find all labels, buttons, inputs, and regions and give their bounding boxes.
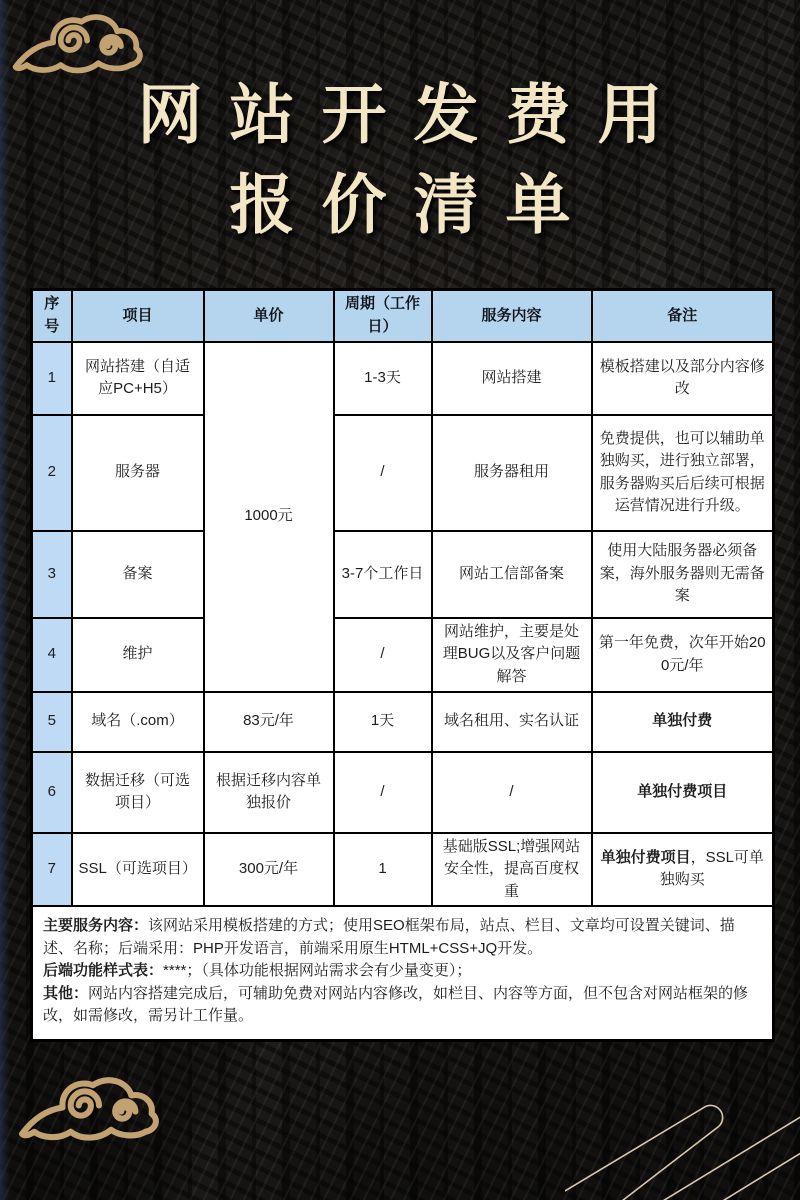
note-line <box>43 983 762 1028</box>
cell-service: 网站搭建 <box>432 342 592 415</box>
note-line <box>43 960 762 983</box>
note-line <box>43 915 762 960</box>
cell-note <box>592 692 774 752</box>
cell-note <box>592 618 774 692</box>
cell-index: 6 <box>32 752 72 833</box>
poster-title-line2: 报价清单 <box>229 168 598 241</box>
note-text: 使用大陆服务器必须备案，海外服务器则无需备案 <box>599 542 765 605</box>
cell-note <box>592 342 774 415</box>
cell-project: 域名（.com） <box>72 692 204 752</box>
note-body: ****；（具体功能根据网站需求会有少量变更）； <box>163 962 472 979</box>
note-body: 网站内容搭建完成后，可辅助免费对网站内容修改，如栏目、内容等方面，但不包含对网站框架的修改，如需修改，需另计工作量。 <box>43 984 749 1024</box>
cell-project: 维护 <box>72 618 204 692</box>
cell-service: / <box>432 752 592 833</box>
cell-unit-price: 300元/年 <box>204 833 334 907</box>
cell-project: 数据迁移（可选项目） <box>72 752 204 833</box>
cell-project: 备案 <box>72 531 204 618</box>
column-header-remark: 备注 <box>592 290 774 342</box>
cell-unit-price-merged: 1000元 <box>204 342 334 692</box>
note-text: 免费提供，也可以辅助单独购买，进行独立部署，服务器购买后后续可根据运营情况进行升级。 <box>599 429 765 514</box>
cloud-motif-top-icon <box>8 6 168 78</box>
cell-index: 7 <box>32 833 72 907</box>
note-label: 后端功能样式表： <box>43 962 164 979</box>
table-row <box>32 752 774 833</box>
note-label: 主要服务内容： <box>43 917 149 934</box>
table-row <box>32 415 774 531</box>
cell-period: / <box>334 618 432 692</box>
table-row <box>32 833 774 907</box>
cell-note <box>592 833 774 907</box>
cell-period: 1天 <box>334 692 432 752</box>
poster-title-line1: 网站开发费用 <box>137 78 690 151</box>
cell-index: 5 <box>32 692 72 752</box>
table-row <box>32 618 774 692</box>
note-text: 第一年免费，次年开始200元/年 <box>598 634 766 674</box>
cell-period: / <box>334 415 432 531</box>
pricing-table <box>30 288 775 1042</box>
note-body: 该网站采用模板搭建的方式；使用SEO框架布局，站点、栏目、文章均可设置关键词、描述、名称；后端采用：PHP开发语言，前端采用原生HTML+CSS+JQ开发。 <box>43 917 735 957</box>
note-label: 其他： <box>43 984 89 1002</box>
cell-unit-price: 根据迁移内容单独报价 <box>204 752 334 833</box>
cell-project: SSL（可选项目） <box>72 833 204 907</box>
cell-note <box>592 415 774 531</box>
table-row <box>32 531 774 618</box>
table-row <box>32 342 774 415</box>
streak-lines-icon <box>565 1068 800 1200</box>
cell-note <box>592 752 774 833</box>
note-bold-text: 单独付费 <box>652 712 713 730</box>
column-header-service: 服务内容 <box>432 290 592 342</box>
note-bold-text: 单独付费项目 <box>637 782 728 800</box>
cell-service: 网站维护，主要是处理BUG以及客户问题解答 <box>432 618 592 692</box>
cell-index: 2 <box>32 415 72 531</box>
cell-period: / <box>334 752 432 833</box>
table-row <box>32 692 774 752</box>
table-notes-row <box>32 906 774 1040</box>
cell-index: 3 <box>32 531 72 618</box>
cell-project: 服务器 <box>72 415 204 531</box>
cell-period: 1-3天 <box>334 342 432 415</box>
cell-index: 1 <box>32 342 72 415</box>
cloud-motif-bottom-icon <box>14 1052 186 1162</box>
note-text: 模板搭建以及部分内容修改 <box>599 357 765 397</box>
cell-service: 域名租用、实名认证 <box>432 692 592 752</box>
cell-service: 服务器租用 <box>432 415 592 531</box>
column-header-index: 序号 <box>32 290 72 342</box>
cell-project: 网站搭建（自适应PC+H5） <box>72 342 204 415</box>
cell-unit-price: 83元/年 <box>204 692 334 752</box>
cell-service: 网站工信部备案 <box>432 531 592 618</box>
cell-period: 3-7个工作日 <box>334 531 432 618</box>
cell-service: 基础版SSL;增强网站安全性，提高百度权重 <box>432 833 592 907</box>
service-notes <box>32 906 774 1040</box>
column-header-project: 项目 <box>72 290 204 342</box>
column-header-unit-price: 单价 <box>204 290 334 342</box>
table-header-row <box>32 290 774 342</box>
cell-note <box>592 531 774 618</box>
note-bold-text: 单独付费项目 <box>600 848 691 866</box>
note-text: ，SSL可单独购买 <box>659 848 764 889</box>
cell-period: 1 <box>334 833 432 907</box>
column-header-period: 周期（工作日） <box>334 290 432 342</box>
poster-title <box>0 78 800 241</box>
cell-index: 4 <box>32 618 72 692</box>
